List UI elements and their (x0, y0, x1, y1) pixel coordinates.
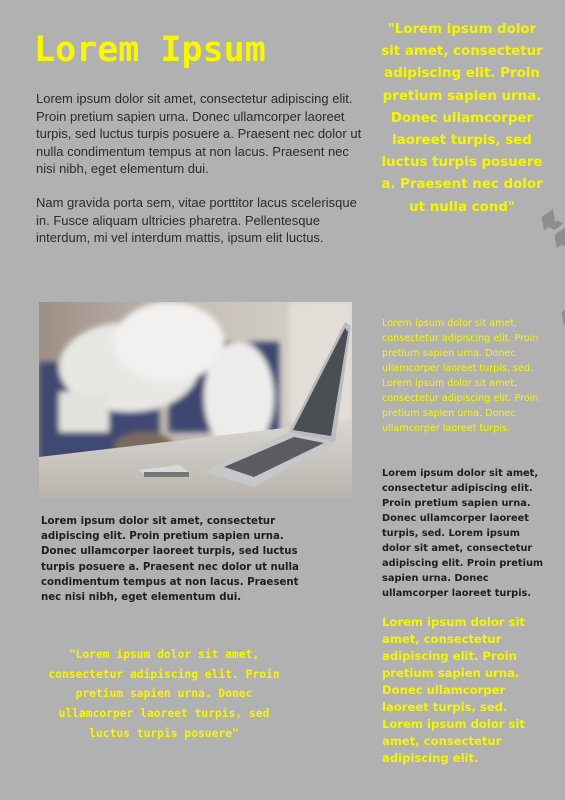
page-title: Lorem Ipsum (34, 30, 266, 70)
intro-paragraph-1: Lorem ipsum dolor sit amet, consectetur adipiscing elit. Proin pretium sapien urna. Donec ullamcorper laoreet turpis, sed luctus turpis posuere a. Praesent nec dolor ut nulla condimentum tempus at non lacus. Praesent nec nisi nibh, eget elementum dui. (36, 91, 362, 176)
right-column-yellow-small: Lorem ipsum dolor sit amet, consectetur adipiscing elit. Proin pretium sapien urna. Donec ullamcorper laoreet turpis, sed. Lorem ipsum dolor sit amet, consectetur adipiscing elit. Proin pretium sapien urna. Donec ullamcorper laoreet turpis. (382, 318, 539, 434)
pull-quote-bottom: "Lorem ipsum dolor sit amet, consectetur adipiscing elit. Proin pretium sapien urna. Donec ullamcorper laoreet turpis, sed luctus turpis posuere" (48, 648, 280, 740)
laptop-desk-photo (39, 302, 352, 498)
right-column-dark: Lorem ipsum dolor sit amet, consectetur adipiscing elit. Proin pretium sapien urna. Donec ullamcorper laoreet turpis, sed. Lorem ipsum dolor sit amet, consectetur adipiscing elit. Proin pretium sapien urna. Donec ullamcorper laoreet turpis. (382, 468, 544, 599)
pull-quote-top: "Lorem ipsum dolor sit amet, consectetur adipiscing elit. Proin pretium sapien urna. Donec ullamcorper laoreet turpis, sed luctus turpis posuere a. Praesent nec dolor ut nulla cond" (381, 22, 543, 215)
intro-paragraph-2: Nam gravida porta sem, vitae porttitor lacus scelerisque in. Fusce aliquam ultricies pharetra. Pellentesque interdum, mi vel interdum mattis, ipsum elit luctus. (36, 195, 357, 245)
right-column-yellow-large: Lorem ipsum dolor sit amet, consectetur adipiscing elit. Proin pretium sapien urna. Donec ullamcorper laoreet turpis, sed. Lorem ipsum dolor sit amet, consectetur adipiscing elit. (382, 615, 525, 765)
photo-caption: Lorem ipsum dolor sit amet, consectetur adipiscing elit. Proin pretium sapien urna. Donec ullamcorper laoreet turpis, sed luctus turpis posuere a. Praesent nec dolor ut nulla condimentum tempus at non lacus. Praesent nec nisi nibh, eget elementum dui. (41, 516, 299, 604)
